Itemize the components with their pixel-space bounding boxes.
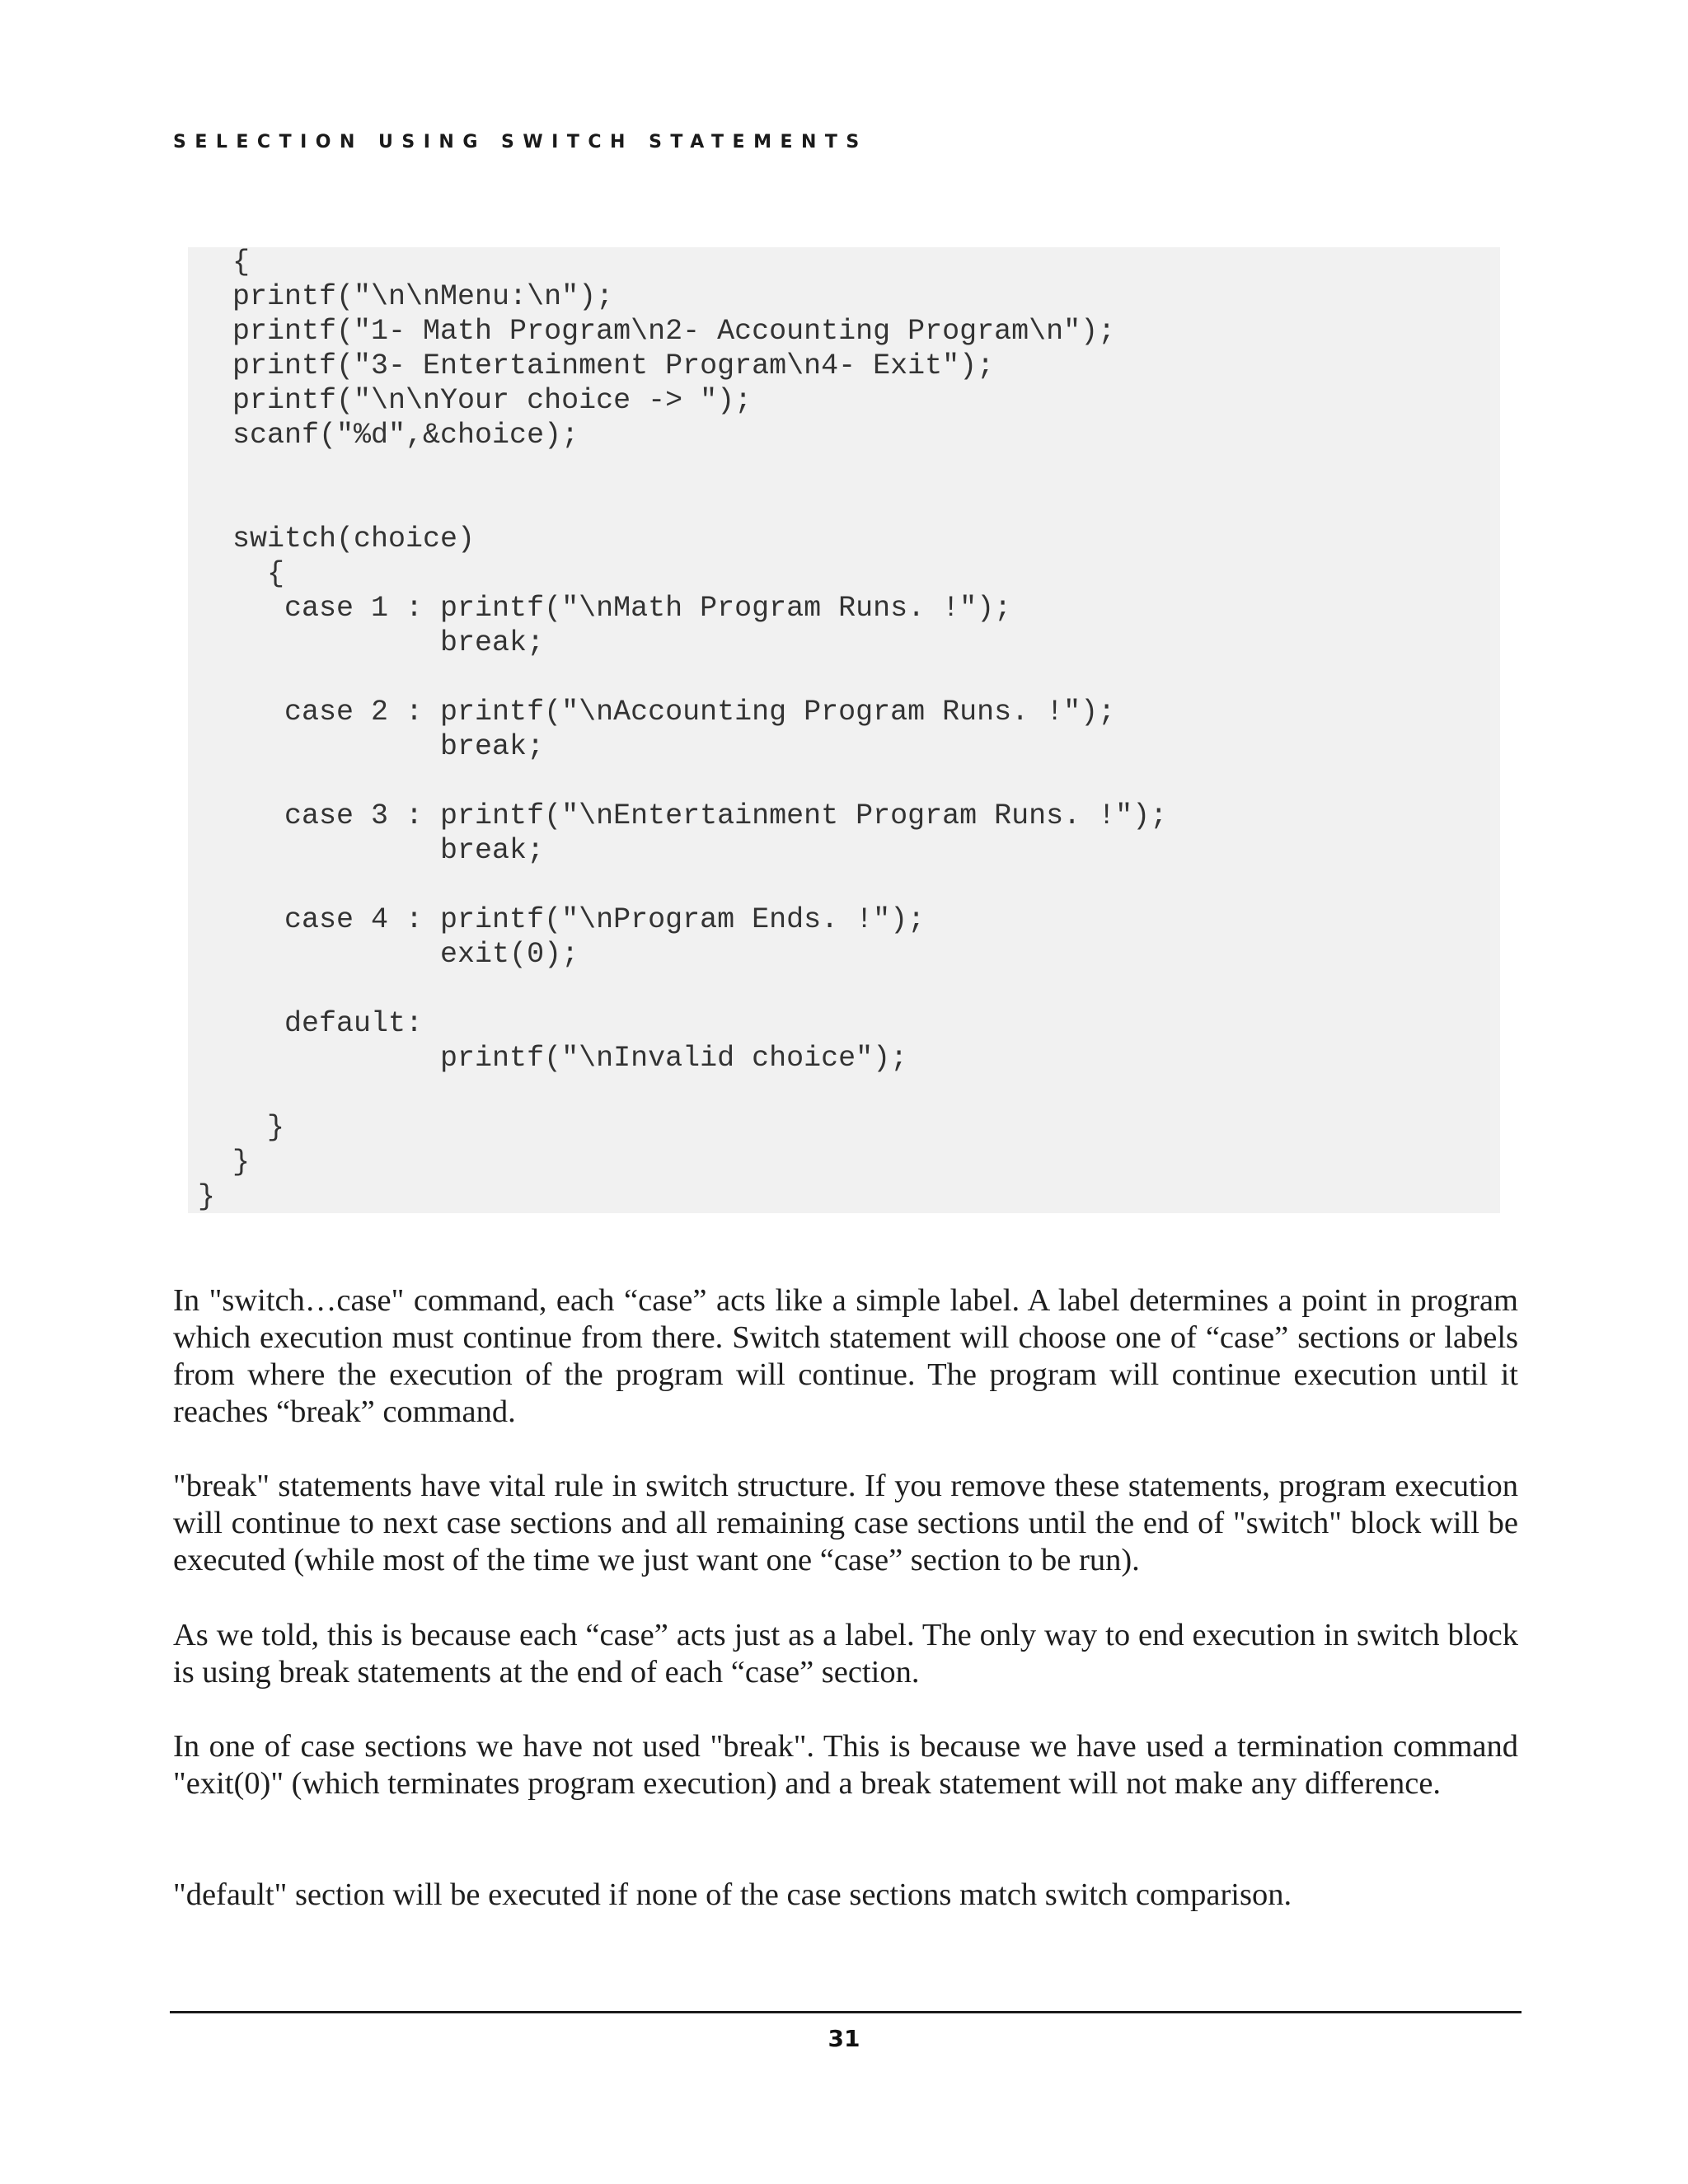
code-line: case 4 : printf("\nProgram Ends. !"); — [198, 903, 926, 936]
code-line: break; — [198, 626, 545, 659]
paragraph-default: "default" section will be executed if none of the case sections match switch comparison. — [173, 1877, 1292, 1912]
code-line: case 2 : printf("\nAccounting Program Runs. !"); — [198, 696, 1116, 729]
code-line: printf("\n\nYour choice -> "); — [198, 384, 753, 417]
footer-divider — [170, 2011, 1522, 2013]
code-line: printf("3- Entertainment Program\n4- Exit"); — [198, 349, 995, 382]
code-line: exit(0); — [198, 938, 579, 971]
paragraph-exit: In one of case sections we have not used "break". This is because we have used a termination command "exit(0)" (which terminates program execution) and a break statement will not make any difference. — [173, 1729, 1518, 1801]
paragraph-break: "break" statements have vital rule in switch structure. If you remove these statements, program execution will continue to next case sections and all remaining case sections until the end of "switch" block will be executed (while most of the time we just want one “case” section to be run). — [173, 1469, 1518, 1577]
code-line: } — [198, 1146, 251, 1179]
code-line: switch(choice) — [198, 523, 476, 555]
paragraph-switch-case: In "switch…case" command, each “case” acts like a simple label. A label determines a point in program which execution must continue from there. Switch statement will choose one of “case” sections or labels from where the execution of the program will continue. The program will continue execution until it reaches “break” command. — [173, 1283, 1518, 1429]
code-line: scanf("%d",&choice); — [198, 419, 579, 452]
code-line: default: — [198, 1007, 424, 1040]
code-line: printf("\n\nMenu:\n"); — [198, 280, 614, 313]
code-line: printf("1- Math Program\n2- Accounting Program\n"); — [198, 315, 1116, 348]
code-line: } — [198, 1180, 216, 1213]
code-line: case 1 : printf("\nMath Program Runs. !"); — [198, 592, 1012, 625]
page-number: 31 — [828, 2025, 860, 2052]
paragraph-label: As we told, this is because each “case” acts just as a label. The only way to end execution in switch block is using break statements at the end of each “case” section. — [173, 1618, 1518, 1690]
code-line: break; — [198, 834, 545, 867]
code-line: { — [198, 246, 251, 279]
running-header: SELECTION USING SWITCH STATEMENTS — [173, 132, 868, 152]
code-line: { — [198, 557, 285, 590]
code-line: } — [198, 1111, 285, 1144]
code-line: break; — [198, 730, 545, 763]
code-line: case 3 : printf("\nEntertainment Program Runs. !"); — [198, 799, 1168, 832]
code-line: printf("\nInvalid choice"); — [198, 1042, 908, 1075]
